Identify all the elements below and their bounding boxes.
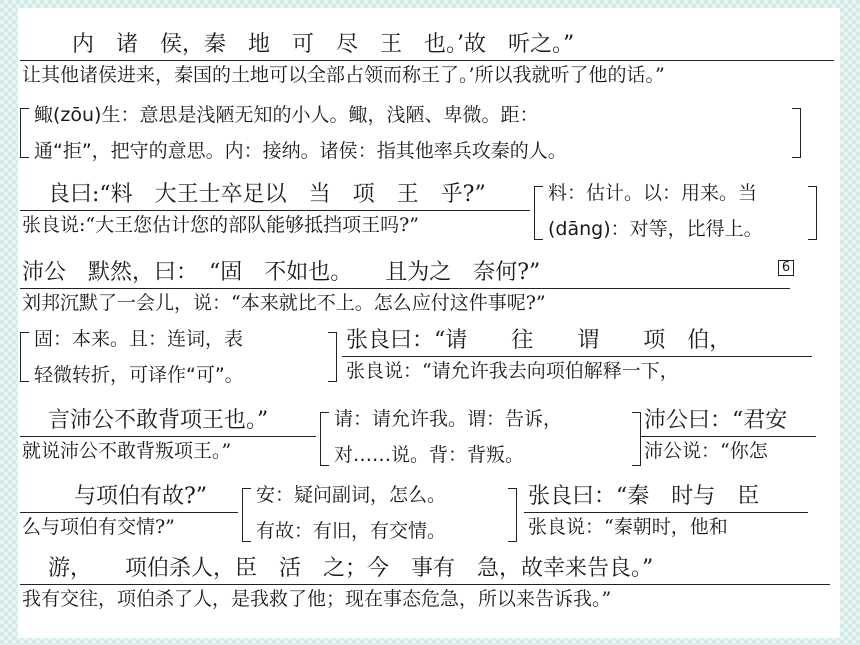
source-line-5: 言沛公不敢背项王也。” bbox=[48, 408, 269, 433]
translation-line-6: 么与项伯有交情?” bbox=[22, 516, 175, 538]
note-bracket-right bbox=[808, 186, 817, 240]
underline-6b bbox=[524, 512, 808, 513]
source-line-6: 与项伯有故?” bbox=[74, 484, 208, 509]
note-5-line-a: 请：请允许我。谓：告诉， bbox=[334, 408, 563, 430]
note-bracket-left bbox=[20, 108, 29, 158]
note-number-badge: 6 bbox=[778, 260, 794, 276]
note-3-line-b: 轻微转折，可译作“可”。 bbox=[34, 364, 244, 386]
underline-1 bbox=[20, 60, 834, 61]
note-6-line-a: 安：疑问副词，怎么。 bbox=[256, 484, 447, 506]
document-page bbox=[18, 8, 840, 638]
note-bracket-right bbox=[792, 108, 801, 158]
source-line-4: 张良曰：“请 往 谓 项 伯， bbox=[346, 328, 732, 353]
note-3-line-a: 固：本来。且：连词，表 bbox=[34, 328, 244, 350]
translation-line-5b: 沛公说：“你怎 bbox=[644, 440, 768, 462]
note-bracket-left bbox=[534, 186, 543, 240]
source-line-7: 游， 项伯杀人，臣 活 之；今 事有 急，故幸来告良。” bbox=[48, 556, 654, 581]
translation-line-3: 刘邦沉默了一会儿，说：“本来就比不上。怎么应付这件事呢?” bbox=[22, 292, 546, 314]
translation-line-5: 就说沛公不敢背叛项王。” bbox=[22, 440, 232, 462]
note-bracket-left bbox=[20, 332, 29, 382]
note-bracket-right bbox=[508, 488, 517, 542]
underline-5b bbox=[640, 436, 816, 437]
source-line-2: 良曰:“料 大王士卒足以 当 项 王 乎?” bbox=[48, 182, 486, 207]
note-2-line-b: (dāng)：对等，比得上。 bbox=[548, 218, 763, 240]
source-line-1: 内 诸 侯，秦 地 可 尽 王 也。’故 听之。” bbox=[72, 32, 575, 57]
underline-5 bbox=[20, 436, 316, 437]
underline-4 bbox=[342, 356, 812, 357]
note-bracket-right bbox=[328, 332, 337, 382]
source-line-6b: 张良曰：“秦 时与 臣 bbox=[528, 484, 760, 509]
note-bracket-left bbox=[242, 488, 251, 542]
note-1-line-b: 通“拒”，把守的意思。内：接纳。诸侯：指其他率兵攻秦的人。 bbox=[34, 140, 567, 162]
note-bracket-right bbox=[632, 412, 641, 466]
note-2-line-a: 料：估计。以：用来。当 bbox=[548, 182, 758, 204]
note-5-line-b: 对……说。背：背叛。 bbox=[334, 444, 525, 466]
underline-2 bbox=[20, 210, 530, 211]
translation-line-1: 让其他诸侯进来，秦国的土地可以全部占领而称王了。’所以我就听了他的话。” bbox=[22, 64, 665, 86]
underline-7 bbox=[20, 584, 830, 585]
note-6-line-b: 有故：有旧，有交情。 bbox=[256, 520, 447, 542]
source-line-3: 沛公 默然，曰： “固 不如也。 且为之 奈何?” bbox=[22, 260, 541, 285]
underline-3 bbox=[20, 288, 790, 289]
translation-line-6b: 张良说：“秦朝时，他和 bbox=[528, 516, 728, 538]
translation-line-2: 张良说:“大王您估计您的部队能够抵挡项王吗?” bbox=[22, 214, 420, 236]
translation-line-7: 我有交往，项伯杀了人，是我救了他；现在事态危急，所以来告诉我。” bbox=[22, 588, 612, 610]
translation-line-4: 张良说：“请允许我去向项伯解释一下， bbox=[346, 360, 679, 382]
underline-6 bbox=[20, 512, 238, 513]
source-line-5b: 沛公曰：“君安 bbox=[644, 408, 788, 433]
note-1-line-a: 鲰(zōu)生：意思是浅陋无知的小人。鲰，浅陋、卑微。距： bbox=[34, 104, 539, 126]
note-bracket-left bbox=[320, 412, 329, 466]
